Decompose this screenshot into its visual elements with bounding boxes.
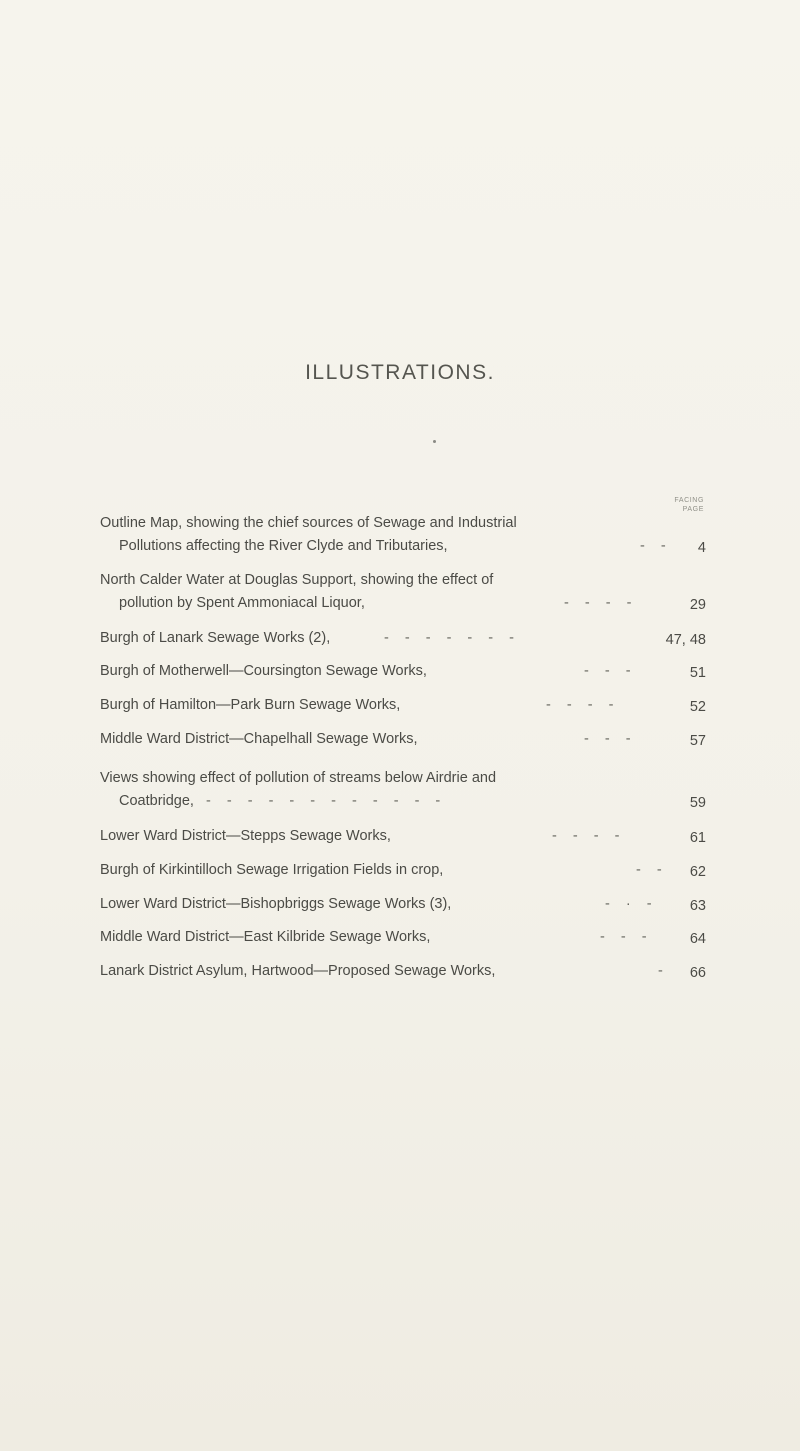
page-number: 4 — [697, 540, 706, 556]
leader-dots: - · - — [605, 896, 658, 912]
entry-text-line: Burgh of Kirkintilloch Sewage Irrigation Fields in crop, — [100, 862, 444, 878]
page-label: PAGE — [682, 506, 704, 513]
page-number: 51 — [689, 665, 706, 681]
leader-dots: - - - — [584, 731, 637, 747]
entry-text-line: Pollutions affecting the River Clyde and Tributaries, — [119, 538, 448, 554]
entry-text-line: Middle Ward District—East Kilbride Sewage Works, — [100, 929, 431, 945]
entry-text-line: pollution by Spent Ammoniacal Liquor, — [119, 595, 365, 611]
leader-dots: - - — [636, 862, 668, 878]
leader-dots: - - - - — [546, 697, 620, 713]
facing-label: FACING — [674, 497, 704, 504]
entry-text-line: North Calder Water at Douglas Support, showing the effect of — [100, 572, 494, 588]
page-number: 59 — [689, 795, 706, 811]
leader-dots: - - - - - - - — [384, 630, 520, 646]
leader-dots: - - - - — [564, 595, 638, 611]
leader-dots: - - - — [600, 929, 653, 945]
entry-text-line: Coatbridge, — [119, 793, 194, 809]
page-number: 47, 48 — [665, 632, 706, 648]
entry-text-line: Burgh of Hamilton—Park Burn Sewage Works, — [100, 697, 401, 713]
leader-dots: - - - — [584, 663, 637, 679]
page-number: 63 — [689, 898, 706, 914]
entry-text-line: Middle Ward District—Chapelhall Sewage Works, — [100, 731, 418, 747]
entry-text-line: Burgh of Motherwell—Coursington Sewage Works, — [100, 663, 427, 679]
page-number: 64 — [689, 931, 706, 947]
entry-text-line: Burgh of Lanark Sewage Works (2), — [100, 630, 331, 646]
leader-dots: - - - - — [552, 828, 626, 844]
page-number: 62 — [689, 864, 706, 880]
entry-text-line: Lower Ward District—Bishopbriggs Sewage Works (3), — [100, 896, 452, 912]
page-number: 52 — [689, 699, 706, 715]
leader-dots: - - - - - - - - - - - - — [206, 793, 447, 809]
page-title: ILLUSTRATIONS. — [305, 361, 495, 384]
leader-dots: - - — [640, 538, 672, 554]
entry-text-line: Lower Ward District—Stepps Sewage Works, — [100, 828, 391, 844]
page-number: 66 — [689, 965, 706, 981]
leader-dots: - — [658, 963, 669, 979]
entry-text-line: Outline Map, showing the chief sources of Sewage and Industrial — [100, 515, 517, 531]
entry-text-line: Lanark District Asylum, Hartwood—Proposed Sewage Works, — [100, 963, 496, 979]
page-number: 29 — [689, 597, 706, 613]
page-number: 61 — [689, 830, 706, 846]
page-number: 57 — [689, 733, 706, 749]
entry-text-line: Views showing effect of pollution of streams below Airdrie and — [100, 770, 497, 786]
